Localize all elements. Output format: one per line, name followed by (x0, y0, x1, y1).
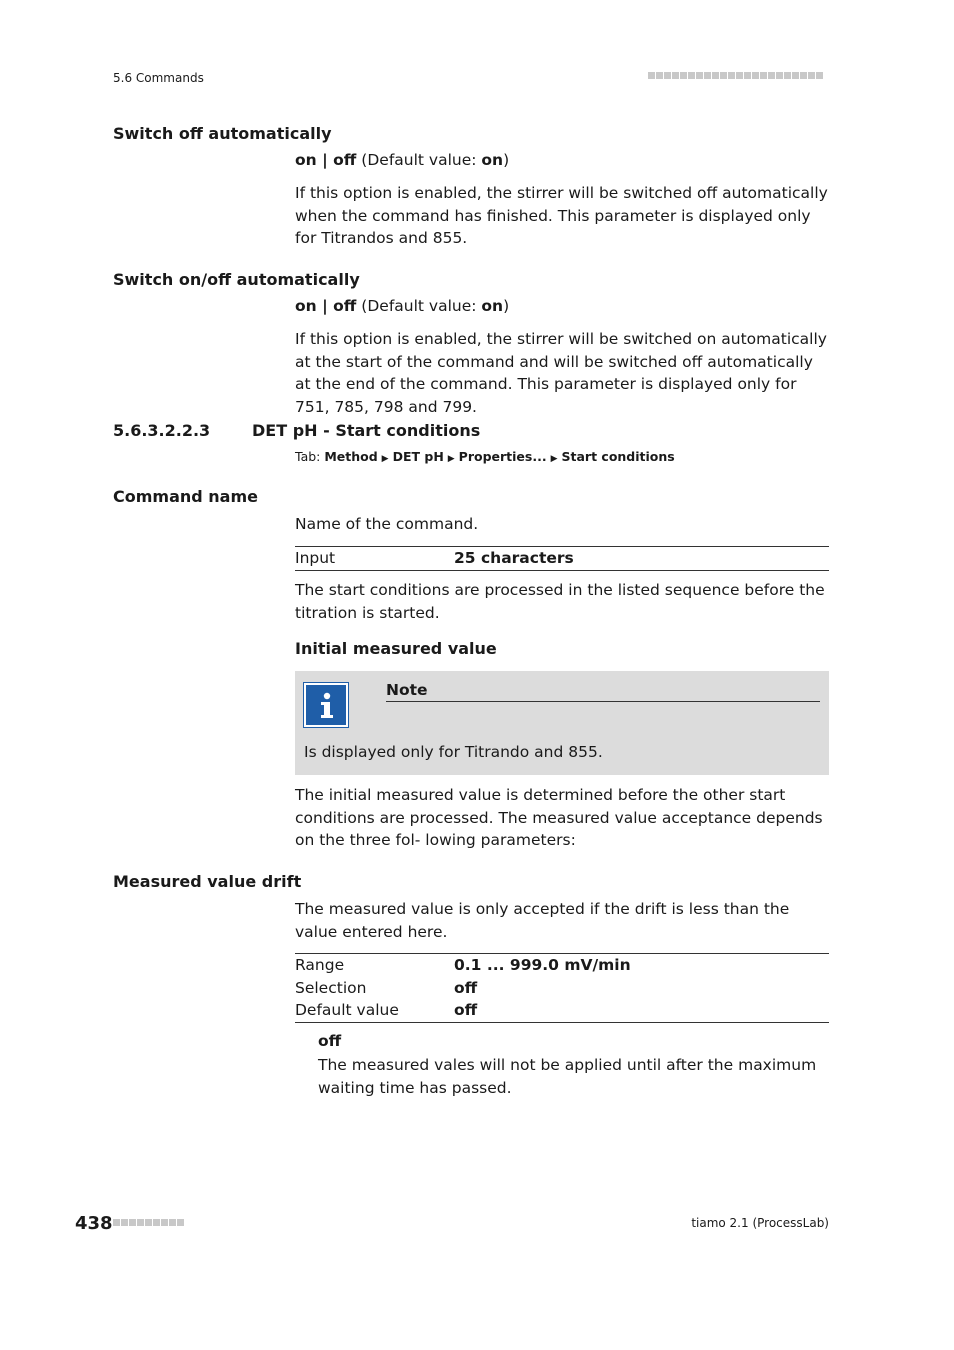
param-key: Selection (295, 978, 367, 997)
decor-square (728, 72, 735, 79)
tab-path-method: Method (324, 449, 378, 464)
default-value: on (481, 297, 504, 315)
default-prefix: (Default value: (356, 297, 482, 315)
decor-square (808, 72, 815, 79)
arrow-icon: ▶ (550, 454, 558, 464)
decor-square (784, 72, 791, 79)
table-row (295, 999, 829, 1022)
value-sep: | (316, 297, 334, 315)
command-name-description: Name of the command. (295, 515, 479, 533)
header-decoration (648, 72, 829, 82)
tab-path-properties: Properties... (458, 449, 547, 464)
decor-square (696, 72, 703, 79)
decor-square (680, 72, 687, 79)
drift-description: The measured value is only accepted if the drift is less than the value entered here. (295, 900, 790, 941)
decor-square (792, 72, 799, 79)
param-value: off (454, 978, 478, 997)
decor-square (816, 72, 823, 79)
decor-square (720, 72, 727, 79)
decor-square (177, 1219, 184, 1226)
switch-off-values (295, 151, 509, 169)
note-box (295, 671, 829, 775)
switch-onoff-heading: Switch on/off automatically (113, 270, 360, 289)
info-icon (304, 683, 348, 727)
default-suffix: ) (503, 297, 510, 315)
default-suffix: ) (503, 151, 510, 169)
command-name-table (295, 546, 829, 571)
drift-table (295, 953, 829, 1023)
param-value: off (454, 1001, 478, 1019)
decor-square (161, 1219, 168, 1226)
tab-prefix: Tab: (295, 449, 325, 464)
tab-path-start-conditions: Start conditions (561, 449, 675, 464)
decor-square (768, 72, 775, 79)
switch-onoff-description: If this option is enabled, the stirrer will be switched on automatically at the start of the command and will be switched off automatically at the end of the command. This parameter is displayed only for 751, 785, 798 and 799. (295, 330, 827, 416)
param-key: Input (295, 549, 336, 567)
footer-decoration (113, 1219, 185, 1238)
note-title: Note (386, 681, 820, 702)
default-value: on (481, 151, 504, 169)
table-row (295, 954, 829, 977)
table-row (295, 547, 829, 570)
switch-off-description: If this option is enabled, the stirrer will be switched off automatically when the command has finished. This parameter is displayed only for Titrandos and 855. (295, 184, 828, 247)
option-name: off (318, 1032, 342, 1050)
decor-square (736, 72, 743, 79)
value-off: off (333, 151, 357, 169)
decor-square (145, 1219, 152, 1226)
page-number: 438 (75, 1213, 113, 1234)
decor-square (744, 72, 751, 79)
decor-square (656, 72, 663, 79)
initial-value-heading: Initial measured value (295, 639, 497, 658)
note-text: Is displayed only for Titrando and 855. (304, 743, 603, 761)
param-key: Range (295, 956, 345, 974)
tab-path-det-ph: DET pH (392, 449, 444, 464)
value-off: off (333, 297, 357, 315)
section-number: 5.6.3.2.2.3 (113, 421, 211, 440)
table-row (295, 977, 829, 1000)
decor-square (752, 72, 759, 79)
switch-onoff-values (295, 297, 509, 315)
decor-square (800, 72, 807, 79)
initial-value-description: The initial measured value is determined before the other start conditions are processed. The measured value acceptance depends on the three fol- lowing parameters: (295, 786, 823, 849)
option-description: The measured vales will not be applied until after the maximum waiting time has passed. (318, 1056, 817, 1097)
value-sep: | (316, 151, 334, 169)
drift-heading: Measured value drift (113, 872, 302, 891)
arrow-icon: ▶ (381, 454, 389, 464)
decor-square (129, 1219, 136, 1226)
decor-square (137, 1219, 144, 1226)
param-key: Default value (295, 1001, 399, 1019)
decor-square (121, 1219, 128, 1226)
value-on: on (295, 151, 317, 169)
decor-square (672, 72, 679, 79)
decor-square (688, 72, 695, 79)
switch-off-heading: Switch off automatically (113, 124, 332, 143)
decor-square (704, 72, 711, 79)
decor-square (664, 72, 671, 79)
arrow-icon: ▶ (447, 454, 455, 464)
param-value: 25 characters (454, 549, 574, 567)
value-on: on (295, 297, 317, 315)
tab-path (295, 449, 675, 464)
decor-square (776, 72, 783, 79)
decor-square (169, 1219, 176, 1226)
decor-square (712, 72, 719, 79)
command-name-heading: Command name (113, 487, 258, 506)
section-title: DET pH - Start conditions (252, 421, 481, 440)
param-value: 0.1 ... 999.0 mV/min (454, 956, 631, 974)
start-conditions-text: The start conditions are processed in the listed sequence before the titration is started. (295, 581, 825, 622)
product-name: tiamo 2.1 (ProcessLab) (691, 1216, 829, 1230)
decor-square (760, 72, 767, 79)
running-header-section: 5.6 Commands (113, 71, 204, 85)
decor-square (113, 1219, 120, 1226)
default-prefix: (Default value: (356, 151, 482, 169)
decor-square (153, 1219, 160, 1226)
decor-square (648, 72, 655, 79)
